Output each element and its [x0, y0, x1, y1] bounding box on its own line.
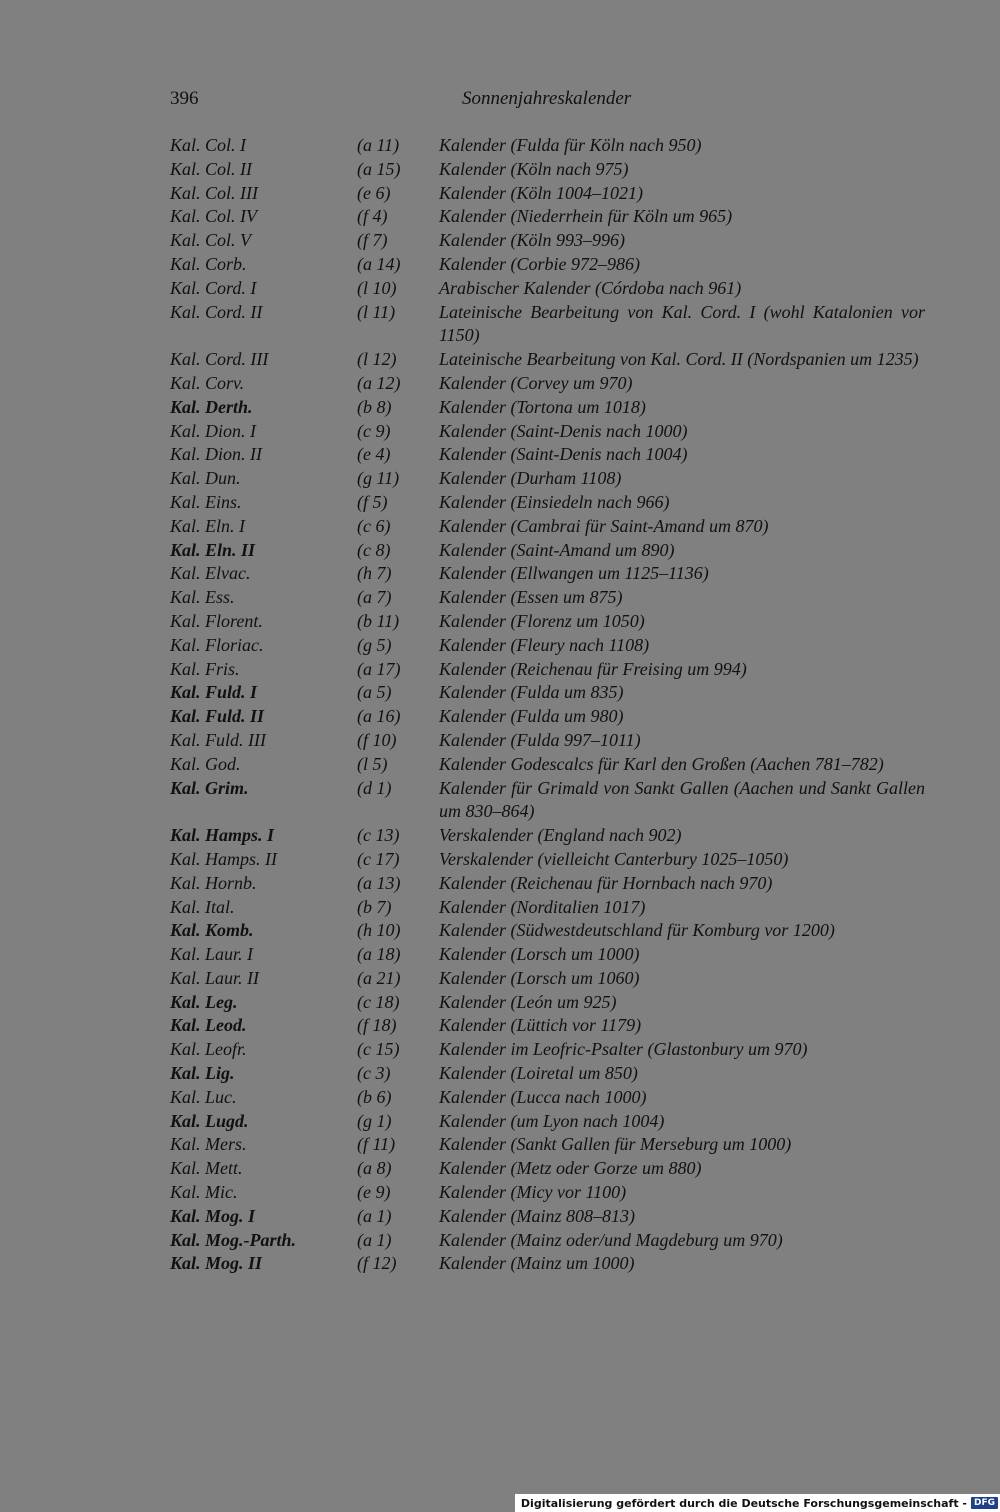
- calendar-list: [170, 134, 925, 1276]
- list-item: [170, 1252, 925, 1276]
- entry-siglum: Kal. Hornb.: [170, 872, 257, 893]
- list-item: [170, 658, 925, 682]
- entry-siglum: Kal. Cord. III: [170, 349, 269, 370]
- list-item: [170, 396, 925, 420]
- entry-description: Kalender (Fulda um 835): [439, 682, 624, 703]
- entry-description: Kalender (Corbie 972–986): [439, 253, 640, 274]
- entry-ref: (f 12): [357, 1253, 397, 1274]
- entry-siglum: Kal. Mog. I: [170, 1205, 256, 1226]
- entry-ref: (a 5): [357, 682, 392, 703]
- entry-siglum: Kal. Dun.: [170, 468, 241, 489]
- entry-siglum: Kal. Mog. II: [170, 1253, 263, 1274]
- entry-description: Kalender (Lucca nach 1000): [439, 1086, 647, 1107]
- list-item: [170, 182, 925, 206]
- entry-ref: (a 1): [357, 1229, 392, 1250]
- list-item: [170, 777, 925, 825]
- entry-description: Kalender (Fleury nach 1108): [439, 634, 650, 655]
- entry-ref: (f 10): [357, 729, 397, 750]
- entry-ref: (h 7): [357, 563, 392, 584]
- entry-siglum: Kal. Leod.: [170, 1015, 247, 1036]
- entry-ref: (a 1): [357, 1205, 392, 1226]
- entry-description: Kalender (Ellwangen um 1125–1136): [439, 563, 709, 584]
- entry-siglum: Kal. Col. V: [170, 230, 252, 251]
- entry-siglum: Kal. God.: [170, 753, 241, 774]
- list-item: [170, 562, 925, 586]
- entry-ref: (f 11): [357, 1134, 396, 1155]
- list-item: [170, 586, 925, 610]
- entry-ref: (l 10): [357, 277, 397, 298]
- entry-siglum: Kal. Eins.: [170, 491, 242, 512]
- entry-description: Kalender (Einsiedeln nach 966): [439, 491, 670, 512]
- entry-description: Kalender (León um 925): [439, 991, 617, 1012]
- entry-siglum: Kal. Fuld. III: [170, 729, 266, 750]
- list-item: [170, 991, 925, 1015]
- list-item: [170, 134, 925, 158]
- entry-description: Kalender (Reichenau für Freising um 994): [439, 658, 747, 679]
- list-item: [170, 1205, 925, 1229]
- entry-description: Kalender (Micy vor 1100): [439, 1182, 627, 1203]
- list-item: [170, 1086, 925, 1110]
- list-item: [170, 1038, 925, 1062]
- entry-ref: (g 11): [357, 468, 400, 489]
- entry-description: Verskalender (England nach 902): [439, 825, 682, 846]
- entry-description: Kalender (Südwestdeutschland für Komburg vor 1200): [439, 920, 835, 941]
- entry-siglum: Kal. Cord. II: [170, 301, 263, 322]
- entry-siglum: Kal. Eln. I: [170, 515, 245, 536]
- entry-ref: (e 9): [357, 1182, 391, 1203]
- page-number: 396: [170, 88, 199, 109]
- entry-siglum: Kal. Laur. II: [170, 967, 260, 988]
- entry-description: Kalender (Fulda 997–1011): [439, 729, 641, 750]
- entry-siglum: Kal. Mers.: [170, 1134, 247, 1155]
- entry-ref: (g 5): [357, 634, 392, 655]
- entry-siglum: Kal. Corb.: [170, 253, 247, 274]
- list-item: [170, 824, 925, 848]
- list-item: [170, 348, 925, 372]
- entry-ref: (c 8): [357, 539, 391, 560]
- entry-ref: (d 1): [357, 777, 392, 798]
- footer-text: Digitalisierung gefördert durch die Deutsche Forschungsgemeinschaft -: [520, 1496, 967, 1510]
- entry-siglum: Kal. Laur. I: [170, 944, 254, 965]
- entry-siglum: Kal. Eln. II: [170, 539, 256, 560]
- entry-description: Lateinische Bearbeitung von Kal. Cord. I (wohl Katalonien vor 1150): [439, 301, 925, 346]
- entry-siglum: Kal. Fuld. II: [170, 706, 265, 727]
- entry-ref: (b 7): [357, 896, 392, 917]
- list-item: [170, 205, 925, 229]
- page-header: [170, 88, 920, 116]
- list-item: [170, 1133, 925, 1157]
- list-item: [170, 491, 925, 515]
- entry-siglum: Kal. Luc.: [170, 1086, 237, 1107]
- entry-ref: (a 14): [357, 253, 401, 274]
- entry-siglum: Kal. Fris.: [170, 658, 240, 679]
- entry-description: Kalender (Mainz oder/und Magdeburg um 970): [439, 1229, 783, 1250]
- entry-ref: (f 7): [357, 230, 388, 251]
- entry-ref: (c 18): [357, 991, 400, 1012]
- entry-siglum: Kal. Dion. II: [170, 444, 262, 465]
- entry-description: Kalender (Lorsch um 1060): [439, 967, 640, 988]
- entry-siglum: Kal. Leofr.: [170, 1039, 247, 1060]
- list-item: [170, 1229, 925, 1253]
- entry-description: Verskalender (vielleicht Canterbury 1025–1050): [439, 848, 789, 869]
- entry-siglum: Kal. Corv.: [170, 372, 245, 393]
- list-item: [170, 967, 925, 991]
- list-item: [170, 467, 925, 491]
- entry-ref: (c 17): [357, 848, 400, 869]
- entry-siglum: Kal. Elvac.: [170, 563, 251, 584]
- list-item: [170, 229, 925, 253]
- entry-description: Kalender (Fulda für Köln nach 950): [439, 135, 702, 155]
- entry-ref: (a 8): [357, 1158, 392, 1179]
- list-item: [170, 372, 925, 396]
- list-item: [170, 1157, 925, 1181]
- entry-ref: (c 3): [357, 1063, 391, 1084]
- entry-ref: (e 6): [357, 182, 391, 203]
- entry-siglum: Kal. Dion. I: [170, 420, 257, 441]
- entry-siglum: Kal. Col. IV: [170, 206, 258, 227]
- entry-ref: (f 4): [357, 206, 388, 227]
- entry-description: Kalender (Lüttich vor 1179): [439, 1015, 642, 1036]
- entry-description: Kalender (Köln 1004–1021): [439, 182, 643, 203]
- list-item: [170, 420, 925, 444]
- list-item: [170, 729, 925, 753]
- entry-ref: (b 6): [357, 1086, 392, 1107]
- entry-siglum: Kal. Mog.-Parth.: [170, 1229, 297, 1250]
- list-item: [170, 253, 925, 277]
- entry-siglum: Kal. Lugd.: [170, 1110, 249, 1131]
- list-item: [170, 1110, 925, 1134]
- entry-siglum: Kal. Hamps. I: [170, 825, 275, 846]
- list-item: [170, 158, 925, 182]
- entry-description: Kalender (Lorsch um 1000): [439, 944, 640, 965]
- entry-ref: (a 13): [357, 872, 401, 893]
- list-item: [170, 1014, 925, 1038]
- entry-ref: (c 9): [357, 420, 391, 441]
- entry-description: Kalender (Saint-Denis nach 1004): [439, 444, 688, 465]
- entry-ref: (c 6): [357, 515, 391, 536]
- entry-ref: (b 8): [357, 396, 392, 417]
- entry-description: Kalender (Mainz 808–813): [439, 1205, 635, 1226]
- running-title: Sonnenjahreskalender: [462, 88, 632, 109]
- list-item: [170, 1181, 925, 1205]
- entry-ref: (a 21): [357, 967, 401, 988]
- entry-description: Kalender (Köln nach 975): [439, 158, 629, 179]
- entry-description: Kalender (Norditalien 1017): [439, 896, 646, 917]
- list-item: [170, 1062, 925, 1086]
- list-item: [170, 610, 925, 634]
- entry-siglum: Kal. Fuld. I: [170, 682, 258, 703]
- entry-siglum: Kal. Col. II: [170, 158, 253, 179]
- entry-description: Kalender (Niederrhein für Köln um 965): [439, 206, 733, 227]
- entry-ref: (l 5): [357, 753, 388, 774]
- entry-ref: (a 15): [357, 158, 401, 179]
- list-item: [170, 943, 925, 967]
- entry-ref: (b 11): [357, 610, 400, 631]
- entry-siglum: Kal. Hamps. II: [170, 848, 277, 869]
- entry-description: Kalender (Florenz um 1050): [439, 610, 645, 631]
- entry-description: Kalender (Durham 1108): [439, 468, 622, 489]
- entry-siglum: Kal. Ess.: [170, 587, 235, 608]
- entry-siglum: Kal. Mett.: [170, 1158, 243, 1179]
- entry-ref: (a 17): [357, 658, 401, 679]
- entry-description: Kalender für Grimald von Sankt Gallen (Aachen und Sankt Gallen um 830–864): [439, 777, 925, 822]
- entry-siglum: Kal. Col. I: [170, 135, 247, 155]
- list-item: [170, 301, 925, 349]
- entry-ref: (h 10): [357, 920, 401, 941]
- entry-siglum: Kal. Leg.: [170, 991, 238, 1012]
- entry-description: Kalender (Mainz um 1000): [439, 1253, 635, 1274]
- entry-description: Kalender (Corvey um 970): [439, 372, 633, 393]
- entry-ref: (e 4): [357, 444, 391, 465]
- entry-ref: (a 16): [357, 706, 401, 727]
- entry-siglum: Kal. Col. III: [170, 182, 258, 203]
- entry-description: Kalender (Saint-Amand um 890): [439, 539, 675, 560]
- entry-description: Kalender (Köln 993–996): [439, 230, 625, 251]
- list-item: [170, 896, 925, 920]
- entry-ref: (l 11): [357, 301, 396, 322]
- entry-siglum: Kal. Cord. I: [170, 277, 257, 298]
- list-item: [170, 848, 925, 872]
- entry-ref: (a 18): [357, 944, 401, 965]
- list-item: [170, 539, 925, 563]
- list-item: [170, 443, 925, 467]
- entry-description: Kalender Godescalcs für Karl den Großen (Aachen 781–782): [439, 753, 884, 774]
- entry-description: Kalender (Saint-Denis nach 1000): [439, 420, 688, 441]
- list-item: [170, 515, 925, 539]
- entry-description: Kalender (Cambrai für Saint-Amand um 870): [439, 515, 769, 536]
- list-item: [170, 681, 925, 705]
- entry-description: Kalender (Essen um 875): [439, 587, 623, 608]
- entry-ref: (a 11): [357, 135, 400, 155]
- entry-ref: (a 12): [357, 372, 401, 393]
- footer-banner: [515, 1494, 1000, 1512]
- entry-siglum: Kal. Mic.: [170, 1182, 238, 1203]
- entry-description: Kalender (Loiretal um 850): [439, 1063, 638, 1084]
- entry-siglum: Kal. Komb.: [170, 920, 254, 941]
- entry-ref: (a 7): [357, 587, 392, 608]
- list-item: [170, 919, 925, 943]
- entry-siglum: Kal. Floriac.: [170, 634, 264, 655]
- entry-description: Lateinische Bearbeitung von Kal. Cord. II (Nordspanien um 1235): [439, 349, 919, 370]
- list-item: [170, 753, 925, 777]
- dfg-logo-icon: DFG: [971, 1497, 998, 1509]
- entry-ref: (c 15): [357, 1039, 400, 1060]
- list-item: [170, 634, 925, 658]
- entry-siglum: Kal. Florent.: [170, 610, 263, 631]
- entry-ref: (f 18): [357, 1015, 397, 1036]
- entry-description: Kalender (Tortona um 1018): [439, 396, 646, 417]
- entry-description: Arabischer Kalender (Córdoba nach 961): [439, 277, 742, 298]
- list-item: [170, 705, 925, 729]
- entry-siglum: Kal. Grim.: [170, 777, 249, 798]
- entry-siglum: Kal. Ital.: [170, 896, 235, 917]
- entry-description: Kalender (Fulda um 980): [439, 706, 624, 727]
- list-item: [170, 872, 925, 896]
- entry-description: Kalender (Reichenau für Hornbach nach 970): [439, 872, 773, 893]
- list-item: [170, 277, 925, 301]
- entry-ref: (c 13): [357, 825, 400, 846]
- entry-ref: (f 5): [357, 491, 388, 512]
- entry-siglum: Kal. Derth.: [170, 396, 253, 417]
- entry-description: Kalender im Leofric-Psalter (Glastonbury um 970): [439, 1039, 808, 1060]
- entry-ref: (g 1): [357, 1110, 392, 1131]
- entry-ref: (l 12): [357, 349, 397, 370]
- entry-description: Kalender (Metz oder Gorze um 880): [439, 1158, 702, 1179]
- entry-description: Kalender (Sankt Gallen für Merseburg um 1000): [439, 1134, 792, 1155]
- entry-description: Kalender (um Lyon nach 1004): [439, 1110, 665, 1131]
- entry-siglum: Kal. Lig.: [170, 1063, 235, 1084]
